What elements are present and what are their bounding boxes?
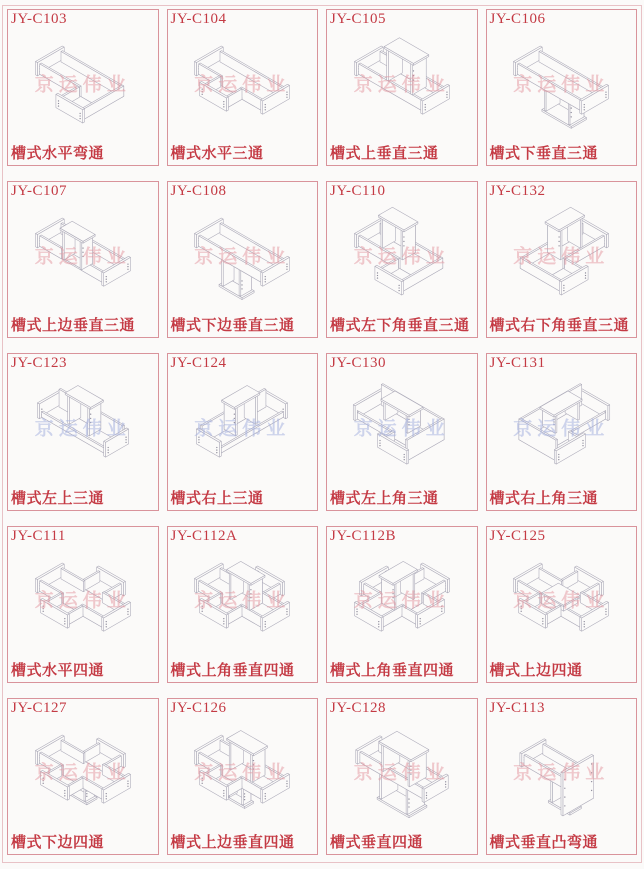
product-label: 槽式右上角三通 bbox=[489, 489, 599, 507]
drawing-area bbox=[11, 545, 155, 661]
watermark: 京运伟业 bbox=[194, 418, 291, 440]
fitting-drawing-tee-corner-vertical-left bbox=[331, 205, 473, 311]
fitting-drawing-cross-corner-vertical-a bbox=[171, 550, 313, 656]
product-code: JY-C107 bbox=[11, 183, 68, 200]
drawing-area bbox=[490, 28, 634, 144]
catalog-cell bbox=[167, 353, 319, 510]
drawing-area bbox=[11, 372, 155, 488]
product-label: 槽式下边四通 bbox=[11, 833, 105, 851]
product-label: 槽式左上三通 bbox=[11, 489, 105, 507]
catalog-cell bbox=[167, 181, 319, 338]
catalog-cell bbox=[167, 9, 319, 166]
fitting-drawing-tee-corner-vertical-right bbox=[490, 205, 632, 311]
fitting-drawing-cross-corner-vertical-b bbox=[331, 550, 473, 656]
watermark: 京运伟业 bbox=[34, 590, 131, 612]
watermark: 京运伟业 bbox=[194, 246, 291, 268]
fitting-drawing-bend-vertical-convex bbox=[490, 722, 632, 828]
product-code: JY-C105 bbox=[330, 11, 387, 27]
product-code: JY-C112A bbox=[170, 527, 238, 544]
drawing-area bbox=[330, 372, 474, 488]
product-label: 槽式上边四通 bbox=[489, 661, 583, 679]
product-code: JY-C113 bbox=[489, 699, 545, 716]
catalog-cell bbox=[326, 698, 478, 855]
product-label: 槽式上边垂直三通 bbox=[11, 317, 136, 335]
drawing-area bbox=[330, 200, 474, 316]
fitting-drawing-tee-up-corner-right bbox=[490, 377, 632, 483]
catalog-cell bbox=[326, 353, 478, 510]
drawing-area bbox=[171, 717, 315, 833]
catalog-cell bbox=[486, 181, 638, 338]
catalog-cell bbox=[167, 526, 319, 683]
fitting-drawing-cross-edge-down bbox=[12, 722, 154, 828]
product-code: JY-C126 bbox=[170, 699, 227, 716]
product-code: JY-C131 bbox=[489, 355, 546, 372]
fitting-drawing-cross-edge-up bbox=[490, 550, 632, 656]
watermark: 京运伟业 bbox=[34, 74, 131, 96]
drawing-area bbox=[490, 717, 634, 833]
catalog-cell bbox=[167, 698, 319, 855]
product-label: 槽式左上角三通 bbox=[330, 489, 439, 507]
drawing-area bbox=[171, 372, 315, 488]
product-code: JY-C106 bbox=[489, 11, 546, 27]
watermark: 京运伟业 bbox=[353, 590, 450, 612]
product-label: 槽式上角垂直四通 bbox=[170, 661, 295, 679]
fitting-drawing-cross-horizontal bbox=[12, 550, 154, 656]
fitting-drawing-cross-edge-vertical-up bbox=[171, 722, 313, 828]
catalog-cell bbox=[486, 9, 638, 166]
product-label: 槽式右下角垂直三通 bbox=[489, 317, 630, 335]
catalog-cell bbox=[486, 698, 638, 855]
drawing-area bbox=[11, 200, 155, 316]
fitting-drawing-tee-horizontal bbox=[171, 33, 313, 139]
product-label: 槽式水平三通 bbox=[170, 145, 264, 163]
catalog-cell bbox=[7, 526, 159, 683]
product-label: 槽式垂直四通 bbox=[330, 833, 424, 851]
fitting-drawing-tee-vertical-up bbox=[331, 33, 473, 139]
watermark: 京运伟业 bbox=[353, 246, 450, 268]
watermark: 京运伟业 bbox=[34, 418, 131, 440]
catalog-grid bbox=[7, 9, 637, 855]
watermark: 京运伟业 bbox=[513, 418, 610, 440]
drawing-area bbox=[11, 717, 155, 833]
drawing-area bbox=[330, 28, 474, 144]
catalog-cell bbox=[7, 698, 159, 855]
product-code: JY-C123 bbox=[11, 355, 68, 372]
catalog-cell bbox=[7, 353, 159, 510]
catalog-cell bbox=[326, 181, 478, 338]
watermark: 京运伟业 bbox=[513, 590, 610, 612]
drawing-area bbox=[330, 545, 474, 661]
product-code: JY-C124 bbox=[170, 355, 227, 372]
product-label: 槽式水平弯通 bbox=[11, 145, 105, 163]
product-label: 槽式上垂直三通 bbox=[330, 145, 439, 163]
watermark: 京运伟业 bbox=[353, 74, 450, 96]
fitting-drawing-tee-edge-vertical-down bbox=[171, 205, 313, 311]
product-code: JY-C108 bbox=[170, 183, 227, 200]
watermark: 京运伟业 bbox=[353, 418, 450, 440]
catalog-cell bbox=[7, 9, 159, 166]
drawing-area bbox=[490, 545, 634, 661]
drawing-area bbox=[171, 545, 315, 661]
catalog-cell bbox=[486, 353, 638, 510]
product-code: JY-C111 bbox=[11, 527, 66, 544]
product-code: JY-C132 bbox=[489, 183, 546, 200]
product-label: 槽式上角垂直四通 bbox=[330, 661, 455, 679]
fitting-drawing-tee-up-left bbox=[12, 377, 154, 483]
watermark: 京运伟业 bbox=[34, 246, 131, 268]
product-code: JY-C110 bbox=[330, 183, 386, 200]
product-label: 槽式下垂直三通 bbox=[489, 145, 599, 163]
catalog-cell bbox=[326, 9, 478, 166]
product-code: JY-C128 bbox=[330, 699, 387, 716]
product-code: JY-C112B bbox=[330, 527, 396, 544]
product-label: 槽式上边垂直四通 bbox=[170, 833, 295, 851]
product-label: 槽式左下角垂直三通 bbox=[330, 317, 470, 335]
product-label: 槽式水平四通 bbox=[11, 661, 105, 679]
drawing-area bbox=[11, 28, 155, 144]
product-code: JY-C125 bbox=[489, 527, 546, 544]
product-code: JY-C127 bbox=[11, 699, 68, 716]
fitting-drawing-tee-up-corner-left bbox=[331, 377, 473, 483]
watermark: 京运伟业 bbox=[353, 762, 450, 784]
drawing-area bbox=[330, 717, 474, 833]
watermark: 京运伟业 bbox=[513, 246, 610, 268]
drawing-area bbox=[490, 372, 634, 488]
watermark: 京运伟业 bbox=[194, 590, 291, 612]
product-label: 槽式右上三通 bbox=[170, 489, 264, 507]
watermark: 京运伟业 bbox=[194, 74, 291, 96]
product-label: 槽式下边垂直三通 bbox=[170, 317, 295, 335]
catalog-cell bbox=[486, 526, 638, 683]
fitting-drawing-cross-vertical bbox=[331, 722, 473, 828]
fitting-drawing-tee-vertical-down bbox=[490, 33, 632, 139]
drawing-area bbox=[171, 28, 315, 144]
catalog-cell bbox=[7, 181, 159, 338]
watermark: 京运伟业 bbox=[194, 762, 291, 784]
watermark: 京运伟业 bbox=[513, 762, 610, 784]
watermark: 京运伟业 bbox=[34, 762, 131, 784]
product-label: 槽式垂直凸弯通 bbox=[489, 833, 599, 851]
drawing-area bbox=[171, 200, 315, 316]
fitting-drawing-elbow-horizontal bbox=[12, 33, 154, 139]
fitting-drawing-tee-edge-vertical-up bbox=[12, 205, 154, 311]
catalog-cell bbox=[326, 526, 478, 683]
product-code: JY-C104 bbox=[170, 11, 227, 27]
fitting-drawing-tee-up-right bbox=[171, 377, 313, 483]
watermark: 京运伟业 bbox=[513, 74, 610, 96]
product-code: JY-C130 bbox=[330, 355, 387, 372]
product-code: JY-C103 bbox=[11, 11, 68, 27]
drawing-area bbox=[490, 200, 634, 316]
